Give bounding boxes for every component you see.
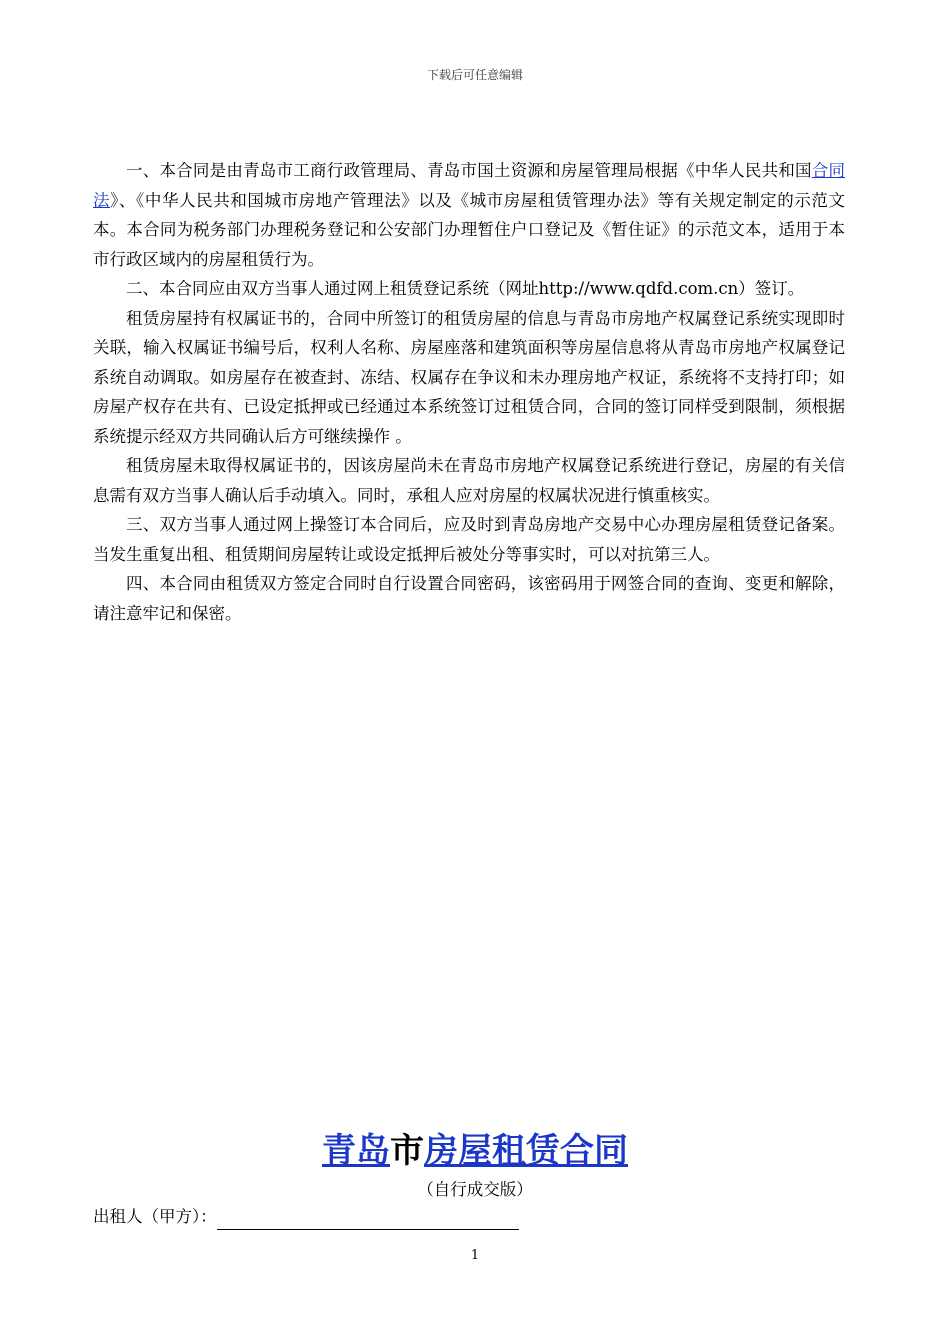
header-note: 下载后可任意编辑 — [426, 68, 523, 82]
paragraph-1-text-start: 一、本合同是由青岛市工商行政管理局、青岛市国土资源和房屋管理局根据《中华人民共和国 — [126, 161, 812, 180]
lessor-label: 出租人（甲方）： — [93, 1207, 217, 1226]
contract-title — [0, 1128, 950, 1174]
paragraph-4: 租赁房屋未取得权属证书的，因该房屋尚未在青岛市房地产权属登记系统进行登记，房屋的有关信息需有双方当事人确认后手动填入。同时，承租人应对房屋的权属状况进行慎重核实。 — [93, 456, 845, 505]
paragraph-6: 四、本合同由租赁双方签定合同时自行设置合同密码，该密码用于网签合同的查询、变更和解除，请注意牢记和保密。 — [93, 574, 845, 623]
title-link-lease-contract[interactable]: 房屋租赁合同 — [424, 1131, 628, 1171]
paragraph-5: 三、双方当事人通过网上操签订本合同后，应及时到青岛房地产交易中心办理房屋租赁登记备案。当发生重复出租、租赁期间房屋转让或设定抵押后被处分等事实时，可以对抗第三人。 — [93, 515, 845, 564]
title-city: 市 — [390, 1131, 424, 1171]
contract-subtitle: （自行成交版） — [417, 1180, 533, 1199]
contract-law-link[interactable]: 合同法 — [93, 161, 846, 210]
paragraph-2: 二、本合同应由双方当事人通过网上租赁登记系统（网址http://www.qdfd.com.cn）签订。 — [126, 279, 805, 298]
paragraph-1-text-end: 》、《中华人民共和国城市房地产管理法》以及《城市房屋租赁管理办法》等有关规定制定的示范文本。本合同为税务部门办理税务登记和公安部门办理暂住户口登记及《暂住证》的示范文本，适用于本市行政区域内的房屋租赁行为。 — [93, 190, 846, 269]
page-number: 1 — [470, 1248, 480, 1263]
paragraph-3: 租赁房屋持有权属证书的，合同中所签订的租赁房屋的信息与青岛市房地产权属登记系统实现即时关联，输入权属证书编号后，权利人名称、房屋座落和建筑面积等房屋信息将从青岛市房地产权属登记系统自动调取。如房屋存在被查封、冻结、权属存在争议和未办理房地产权证，系统将不支持打印；如房屋产权存在共有、已设定抵押或已经通过本系统签订过租赁合同，合同的签订同样受到限制，须根据系统提示经双方共同确认后方可继续操作 。 — [93, 308, 845, 446]
contract-notes — [93, 156, 845, 628]
lessor-blank-line[interactable] — [217, 1211, 519, 1230]
title-link-qingdao[interactable]: 青岛 — [322, 1131, 390, 1171]
lessor-field — [93, 1204, 519, 1230]
paragraph-1 — [93, 156, 845, 274]
